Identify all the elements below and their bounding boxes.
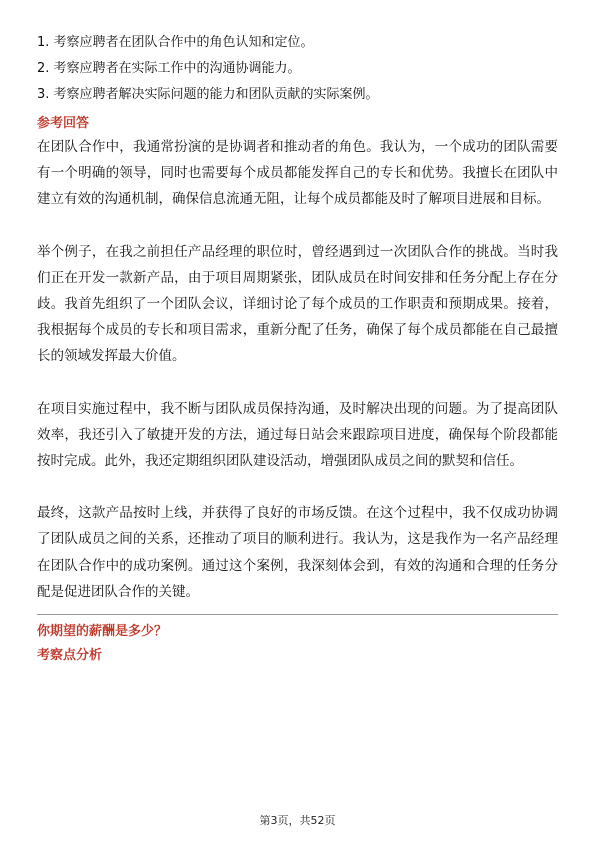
answer-paragraph: 在团队合作中，我通常扮演的是协调者和推动者的角色。我认为，一个成功的团队需要有一个明确的领导，同时也需要每个成员都能发挥自己的专长和优势。我擅长在团队中建立有效的沟通机制，确保信息流通无阻，让每个成员都能及时了解项目进展和目标。 (37, 139, 558, 208)
next-question-title: 你期望的薪酬是多少？ (37, 624, 168, 640)
list-item: 3. 考察应聘者解决实际问题的能力和团队贡献的实际案例。 (37, 87, 379, 102)
document-page (37, 30, 558, 667)
paragraph-spacer (37, 370, 558, 396)
answer-paragraph: 举个例子，在我之前担任产品经理的职位时，曾经遇到过一次团队合作的挑战。当时我们正在开发一款新产品，由于项目周期紧张，团队成员在时间安排和任务分配上存在分歧。我首先组织了一个团队会议，详细讨论了每个成员的工作职责和预期成果。接着，我根据每个成员的专长和项目需求，重新分配了任务，确保了每个成员都能在自己最擅长的领域发挥最大价值。 (37, 243, 558, 365)
list-item: 2. 考察应聘者在实际工作中的沟通协调能力。 (37, 61, 301, 76)
answer-paragraph: 在项目实施过程中，我不断与团队成员保持沟通，及时解决出现的问题。为了提高团队效率，我还引入了敏捷开发的方法，通过每日站会来跟踪项目进度，确保每个阶段都能按时完成。此外，我还定期组织团队建设活动，增强团队成员之间的默契和信任。 (37, 400, 558, 470)
paragraph-spacer (37, 474, 558, 500)
analysis-heading: 考察点分析 (37, 648, 103, 664)
page-footer: 第3页，共52页 (259, 814, 336, 827)
answer-paragraph: 最终，这款产品按时上线，并获得了良好的市场反馈。在这个过程中，我不仅成功协调了团队成员之间的关系，还推动了项目的顺利进行。我认为，这是我作为一名产品经理在团队合作中的成功案例。通过这个案例，我深刻体会到，有效的沟通和合理的任务分配是促进团队合作的关键。 (37, 505, 558, 600)
answer-heading: 参考回答 (37, 116, 90, 131)
paragraph-spacer (37, 213, 558, 239)
list-item: 1. 考察应聘者在团队合作中的角色认知和定位。 (37, 35, 314, 50)
section-divider (37, 614, 558, 615)
